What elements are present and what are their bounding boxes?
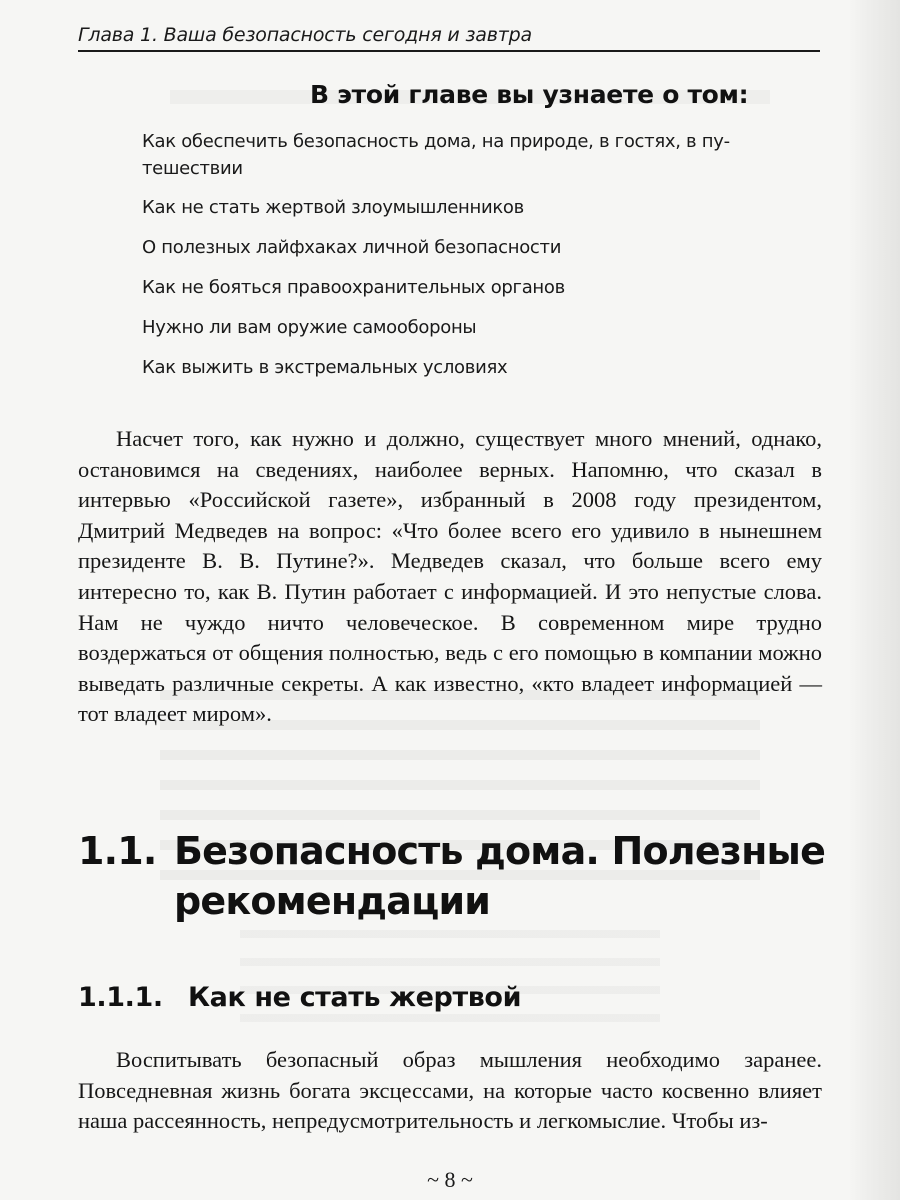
intro-list-item: Как не стать жертвой злоумышленников [142,197,524,218]
running-head: Глава 1. Ваша безопасность сегодня и завтра [78,24,532,46]
header-rule [78,50,820,52]
section-title: Безопасность дома. Полезные рекомендации [174,829,826,923]
intro-list-item: Как обеспечить безопасность дома, на природе, в гостях, в пу- тешествии [142,131,730,179]
body-paragraph: Воспитывать безопасный образ мышления необходимо заранее. Повседневная жизнь богата эксцессами, на которые часто косвенно влияет наша рассеянность, непредусмотрительность и легкомыслие. Чтобы из- [78,1047,822,1134]
subsection-title: Как не стать жертвой [188,982,522,1013]
chapter-intro-title: В этой главе вы узнаете о том: [310,80,749,109]
subsection-number: 1.1.1. [78,982,163,1013]
body-paragraph: Насчет того, как нужно и должно, существует много мнений, однако, остановимся на сведениях, наиболее верных. Напомню, что сказал в интервью «Российской газете», избранный в 2008 году президентом, Дмитрий Медведев на вопрос: «Что более всего его удивило в нынешнем президенте В. В. Путине?». Медведев сказал, что больше всего ему интересно то, как В. Путин работает с информацией. И это непустые слова. Нам не чуждо ничто человеческое. В современном мире трудно воздержаться от общения полностью, ведь с его помощью в компании можно выведать различные секреты. А как известно, «кто владеет информацией — тот владеет миром». [78,426,822,727]
page-edge-shadow [848,0,900,1200]
bleed-through-mark [240,930,660,1030]
intro-list-item: О полезных лайфхаках личной безопасности [142,237,562,258]
page-number: ~ 8 ~ [427,1167,473,1192]
intro-list-item: Как не бояться правоохранительных органов [142,277,565,298]
section-number: 1.1. [78,829,157,873]
intro-list-item: Как выжить в экстремальных условиях [142,357,508,378]
intro-list-item: Нужно ли вам оружие самообороны [142,317,477,338]
